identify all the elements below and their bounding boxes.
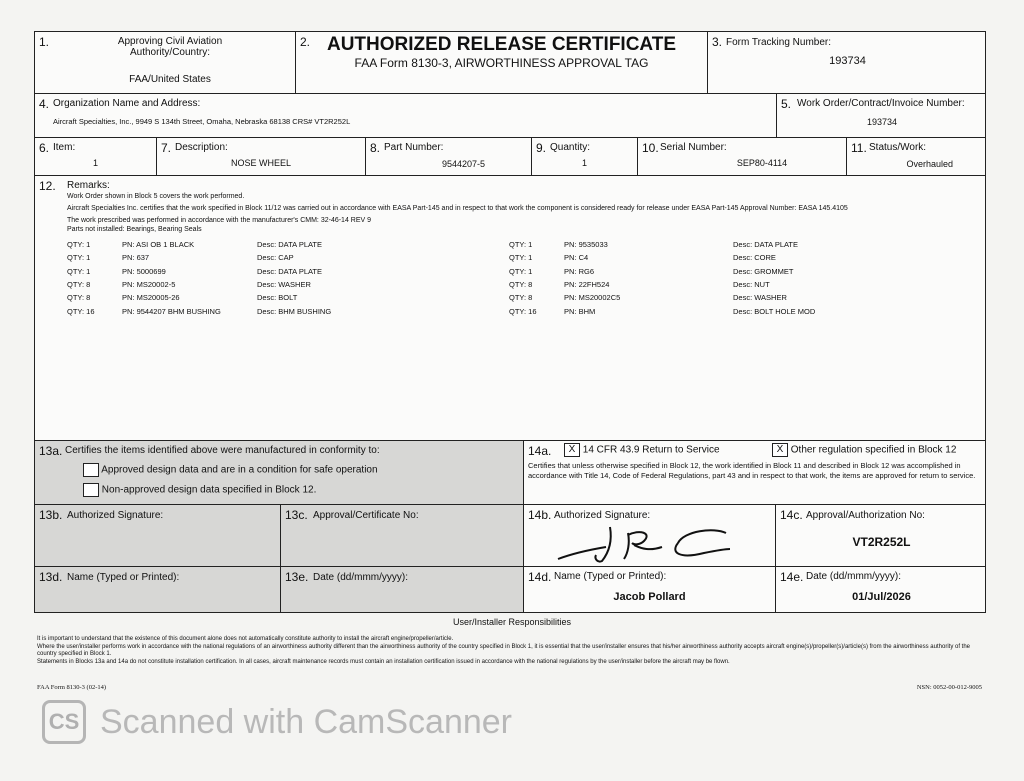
block-5 bbox=[777, 94, 987, 137]
part-pn: PN: 5000699 bbox=[122, 266, 166, 276]
quantity-value: 1 bbox=[581, 158, 587, 168]
block-13e-label: Date (dd/mmm/yyyy): bbox=[313, 572, 409, 583]
block-11-number: 11. bbox=[851, 141, 867, 155]
block-6-label: Item: bbox=[53, 142, 76, 153]
part-pn: PN: 9535033 bbox=[564, 240, 608, 250]
certification-row bbox=[35, 441, 985, 505]
responsibilities-text bbox=[37, 636, 987, 666]
parts-list-right bbox=[507, 238, 931, 318]
status-work-value: Overhauled bbox=[906, 159, 953, 169]
part-row bbox=[507, 251, 931, 264]
block-14c-number: 14c. bbox=[780, 508, 803, 522]
part-qty: QTY: 1 bbox=[67, 266, 91, 276]
block-10-label: Serial Number: bbox=[660, 142, 727, 153]
block-1 bbox=[35, 32, 296, 93]
remarks-block bbox=[35, 176, 985, 441]
part-qty: QTY: 8 bbox=[509, 280, 533, 290]
remarks-line-2: Aircraft Specialties Inc. certifies that the work specified in Block 11/12 was carried out in accordance with EASA Part-145 and in respect to that work the component is considered ready for release under EASA Part-145 Approval Number: EASA 145.4105 bbox=[67, 205, 848, 212]
block-14c bbox=[776, 505, 987, 566]
block-13d-label: Name (Typed or Printed): bbox=[67, 572, 180, 583]
form-title: AUTHORIZED RELEASE CERTIFICATE bbox=[326, 34, 677, 55]
approval-authorization-number: VT2R252L bbox=[852, 535, 911, 549]
authorized-release-certificate-form bbox=[34, 31, 986, 613]
part-row bbox=[65, 238, 455, 251]
non-approved-design-checkbox[interactable] bbox=[83, 483, 99, 497]
block-14e-number: 14e. bbox=[780, 570, 804, 584]
header-row bbox=[35, 32, 985, 94]
part-row bbox=[65, 291, 455, 304]
part-row bbox=[507, 265, 931, 278]
block-9 bbox=[532, 138, 638, 175]
description-value: NOSE WHEEL bbox=[230, 158, 291, 168]
responsibilities-title: User/Installer Responsibilities bbox=[452, 617, 572, 627]
work-order-number: 193734 bbox=[866, 117, 898, 127]
part-pn: PN: MS20002-5 bbox=[122, 280, 176, 290]
part-desc: Desc: CAP bbox=[257, 253, 294, 263]
part-qty: QTY: 16 bbox=[509, 306, 537, 316]
form-tracking-number: 193734 bbox=[829, 55, 866, 67]
block-2 bbox=[296, 32, 708, 93]
block-10 bbox=[638, 138, 847, 175]
part-row bbox=[507, 291, 931, 304]
part-desc: Desc: GROMMET bbox=[733, 266, 794, 276]
block-14a-statement: Certifies that unless otherwise specified in Block 12, the work identified in Block 11 and described in Block 12 was accomplished in accordance with Title 14, Code of Federal Regulations, part 43 and in respect to that work, the items are approved for return to service. bbox=[528, 461, 976, 480]
approved-design-option bbox=[83, 463, 378, 477]
organization-row bbox=[35, 94, 985, 138]
approved-design-label: Approved design data and are in a condition for safe operation bbox=[101, 464, 378, 476]
block-2-number: 2. bbox=[300, 35, 311, 49]
block-8-number: 8. bbox=[370, 141, 381, 155]
part-qty: QTY: 1 bbox=[67, 253, 91, 263]
block-13c bbox=[281, 505, 524, 566]
block-14e bbox=[776, 567, 987, 612]
part-pn: PN: MS20002C5 bbox=[564, 293, 621, 303]
part-desc: Desc: DATA PLATE bbox=[257, 266, 323, 276]
part-qty: QTY: 1 bbox=[67, 240, 91, 250]
part-qty: QTY: 1 bbox=[509, 266, 533, 276]
block-5-number: 5. bbox=[781, 97, 792, 111]
other-regulation-label: Other regulation specified in Block 12 bbox=[790, 444, 957, 456]
block-9-label: Quantity: bbox=[550, 142, 591, 153]
part-row bbox=[507, 238, 931, 251]
block-14a bbox=[524, 441, 987, 504]
block-8-label: Part Number: bbox=[384, 142, 444, 153]
block-3-label: Form Tracking Number: bbox=[726, 37, 832, 48]
part-pn: PN: RG6 bbox=[564, 266, 595, 276]
block-11-label: Status/Work: bbox=[869, 142, 927, 153]
block-4 bbox=[35, 94, 777, 137]
block-13b-number: 13b. bbox=[39, 508, 63, 522]
serial-number-value: SEP80-4114 bbox=[736, 158, 788, 168]
camscanner-logo: CS bbox=[42, 700, 86, 744]
return-to-service-option bbox=[564, 443, 720, 457]
block-10-number: 10. bbox=[642, 141, 659, 155]
block-1-value: FAA/United States bbox=[129, 74, 211, 85]
name-date-row bbox=[35, 567, 985, 612]
block-6 bbox=[35, 138, 157, 175]
block-5-label: Work Order/Contract/Invoice Number: bbox=[797, 98, 965, 109]
form-identifier: FAA Form 8130-3 (02-14) bbox=[37, 684, 107, 691]
block-3 bbox=[708, 32, 987, 93]
block-14d-label: Name (Typed or Printed): bbox=[554, 571, 667, 582]
part-pn: PN: MS20005-26 bbox=[122, 293, 180, 303]
part-pn: PN: 9544207 BHM BUSHING bbox=[122, 306, 221, 316]
part-qty: QTY: 8 bbox=[509, 293, 533, 303]
block-14a-number: 14a. bbox=[528, 444, 552, 458]
part-qty: QTY: 8 bbox=[67, 293, 91, 303]
part-pn: PN: C4 bbox=[564, 253, 589, 263]
authorized-signature bbox=[554, 523, 734, 565]
block-13c-label: Approval/Certificate No: bbox=[313, 510, 419, 521]
part-number-value: 9544207-5 bbox=[441, 159, 486, 169]
block-14d bbox=[524, 567, 776, 612]
block-8 bbox=[366, 138, 532, 175]
part-desc: Desc: BOLT HOLE MOD bbox=[733, 306, 816, 316]
signature-row bbox=[35, 505, 985, 567]
organization-address: Aircraft Specialties, Inc., 9949 S 134th Street, Omaha, Nebraska 68138 CRS# VT2R252L bbox=[53, 117, 351, 126]
block-7-number: 7. bbox=[161, 141, 172, 155]
parts-list-left bbox=[65, 238, 455, 318]
form-subtitle: FAA Form 8130-3, AIRWORTHINESS APPROVAL TAG bbox=[354, 56, 649, 70]
return-to-service-checkbox[interactable]: X bbox=[564, 443, 580, 457]
block-4-label: Organization Name and Address: bbox=[53, 98, 201, 109]
remarks-line-4: Parts not installed: Bearings, Bearing Seals bbox=[67, 226, 202, 233]
block-14c-label: Approval/Authorization No: bbox=[806, 510, 925, 521]
block-14b bbox=[524, 505, 776, 566]
block-1-number: 1. bbox=[39, 35, 50, 49]
other-regulation-option bbox=[772, 443, 956, 457]
block-13b bbox=[35, 505, 281, 566]
block-4-number: 4. bbox=[39, 97, 50, 111]
part-row bbox=[65, 304, 455, 317]
block-14e-label: Date (dd/mmm/yyyy): bbox=[806, 571, 902, 582]
remarks-line-1: Work Order shown in Block 5 covers the work performed. bbox=[67, 193, 245, 200]
block-13a-label: Certifies the items identified above were manufactured in conformity to: bbox=[65, 445, 380, 456]
part-row bbox=[65, 278, 455, 291]
item-row bbox=[35, 138, 985, 176]
part-qty: QTY: 8 bbox=[67, 280, 91, 290]
nsn-number: NSN: 0052-00-012-9005 bbox=[916, 684, 982, 691]
approved-design-checkbox[interactable] bbox=[83, 463, 99, 477]
block-7-label: Description: bbox=[175, 142, 228, 153]
remarks-text bbox=[67, 192, 977, 234]
block-13e-number: 13e. bbox=[285, 570, 309, 584]
other-regulation-checkbox[interactable]: X bbox=[772, 443, 788, 457]
responsibilities-paragraph-1: It is important to understand that the existence of this document alone does not automatically constitute authority to install the aircraft engine/propeller/article. bbox=[37, 636, 454, 642]
part-pn: PN: BHM bbox=[564, 306, 596, 316]
part-desc: Desc: NUT bbox=[733, 280, 770, 290]
block-13c-number: 13c. bbox=[285, 508, 308, 522]
part-desc: Desc: WASHER bbox=[733, 293, 787, 303]
block-13d-number: 13d. bbox=[39, 570, 63, 584]
block-13d bbox=[35, 567, 281, 612]
part-desc: Desc: DATA PLATE bbox=[733, 240, 799, 250]
part-desc: Desc: CORE bbox=[733, 253, 776, 263]
block-14b-number: 14b. bbox=[528, 508, 552, 522]
part-row bbox=[507, 304, 931, 317]
block-3-number: 3. bbox=[712, 35, 723, 49]
block-13a bbox=[35, 441, 524, 504]
part-desc: Desc: BOLT bbox=[257, 293, 298, 303]
non-approved-design-option bbox=[83, 483, 316, 497]
part-desc: Desc: DATA PLATE bbox=[257, 240, 323, 250]
part-row bbox=[507, 278, 931, 291]
block-13e bbox=[281, 567, 524, 612]
remarks-label: Remarks: bbox=[67, 180, 110, 191]
block-1-label: Approving Civil Aviation Authority/Country: bbox=[117, 36, 223, 58]
part-pn: PN: ASI OB 1 BLACK bbox=[122, 240, 195, 250]
responsibilities-paragraph-3: Statements in Blocks 13a and 14a do not constitute installation certification. In all cases, aircraft maintenance records must contain an installation certification issued in accordance with the national regulations by the user/installer before the aircraft may be flown. bbox=[37, 658, 730, 665]
part-pn: PN: 22FH524 bbox=[564, 280, 610, 290]
block-7 bbox=[157, 138, 366, 175]
signature-date: 01/Jul/2026 bbox=[852, 591, 911, 603]
item-value: 1 bbox=[92, 158, 98, 168]
part-desc: Desc: WASHER bbox=[257, 280, 311, 290]
part-qty: QTY: 16 bbox=[67, 306, 95, 316]
block-12-number: 12. bbox=[39, 179, 56, 193]
block-13a-number: 13a. bbox=[39, 444, 63, 458]
part-row bbox=[65, 251, 455, 264]
camscanner-watermark: Scanned with CamScanner bbox=[100, 703, 513, 741]
block-13b-label: Authorized Signature: bbox=[67, 510, 164, 521]
return-to-service-label: 14 CFR 43.9 Return to Service bbox=[582, 444, 720, 456]
block-14d-number: 14d. bbox=[528, 570, 552, 584]
non-approved-design-label: Non-approved design data specified in Block 12. bbox=[101, 484, 317, 496]
block-14b-label: Authorized Signature: bbox=[554, 510, 651, 521]
block-6-number: 6. bbox=[39, 141, 50, 155]
part-qty: QTY: 1 bbox=[509, 240, 533, 250]
signer-name: Jacob Pollard bbox=[613, 591, 686, 603]
remarks-line-3: The work prescribed was performed in accordance with the manufacturer's CMM: 32-46-14 REV 9 bbox=[67, 217, 372, 224]
part-row bbox=[65, 265, 455, 278]
part-qty: QTY: 1 bbox=[509, 253, 533, 263]
block-9-number: 9. bbox=[536, 141, 547, 155]
block-11 bbox=[847, 138, 987, 175]
part-pn: PN: 637 bbox=[122, 253, 150, 263]
part-desc: Desc: BHM BUSHING bbox=[257, 306, 332, 316]
responsibilities-paragraph-2: Where the user/installer performs work in accordance with the national regulations of an airworthiness authority different than the airworthiness authority of the country specified in Block 1, it is essential that the user/installer ensures that his/her airworthiness authority accepts aircraft engine(s)/propeller(s)/article(s) from the airworthiness authority of the country specified in Block 1. bbox=[37, 643, 970, 657]
